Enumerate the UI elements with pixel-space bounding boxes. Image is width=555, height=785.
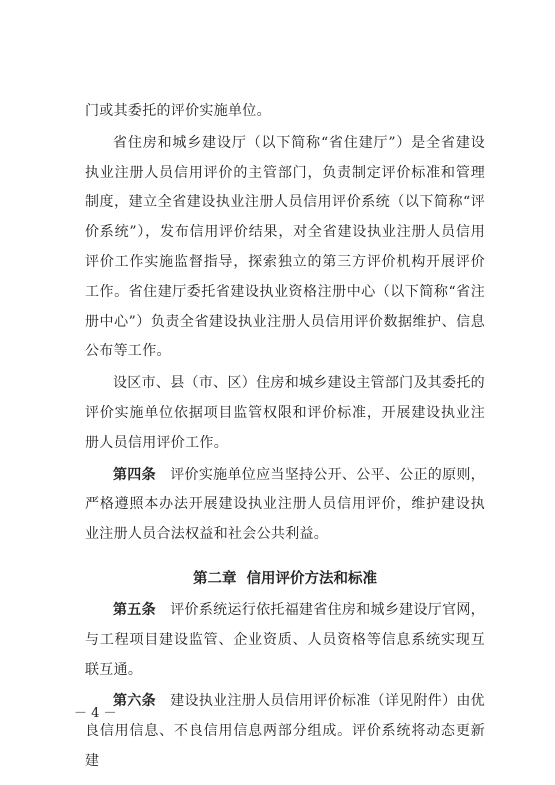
page-number: － 4 －: [74, 706, 117, 721]
chapter-title: 信用评价方法和标准: [246, 570, 377, 587]
document-body: [85, 97, 485, 777]
article-4-label: 第四条: [113, 466, 156, 483]
paragraph-provincial-department: 省住房和城乡建设厅（以下简称“省住建厅”）是全省建设执业注册人员信用评价的主管部门，负责制定评价标准和管理制度，建立全省建设执业注册人员信用评价系统（以下简称“评价系统”），发布信用评价结果，对全省建设执业注册人员信用评价工作实施监督指导，探索独立的第三方评价机构开展评价工作。省住建厅委托省建设执业资格注册中心（以下简称“省注册中心”）负责全省建设执业注册人员信用评价数据维护、信息公布等工作。: [85, 134, 485, 360]
article-6-label: 第六条: [113, 693, 156, 710]
article-4: [85, 461, 485, 550]
article-5: [85, 596, 485, 685]
chapter-number: 第二章: [193, 570, 237, 587]
paragraph-continuation: 门或其委托的评价实施单位。: [85, 103, 271, 119]
paragraph-city-county: 设区市、县（市、区）住房和城乡建设主管部门及其委托的评价实施单位依据项目监管权限和评价标准，开展建设执业注册人员信用评价工作。: [85, 375, 485, 451]
article-4-text: 评价实施单位应当坚持公开、公平、公正的原则，严格遵照本办法开展建设执业注册人员信用评价，维护建设执业注册人员合法权益和社会公共利益。: [85, 466, 485, 543]
article-5-label: 第五条: [113, 601, 156, 618]
chapter-heading: [85, 563, 485, 596]
article-5-text: 评价系统运行依托福建省住房和城乡建设厅官网，与工程项目建设监管、企业资质、人员资格等信息系统实现互联互通。: [85, 601, 485, 678]
article-6-text: 建设执业注册人员信用评价标准（详见附件）由优良信用信息、不良信用信息两部分组成。评价系统将动态更新建: [85, 693, 485, 769]
article-6: [85, 687, 485, 776]
